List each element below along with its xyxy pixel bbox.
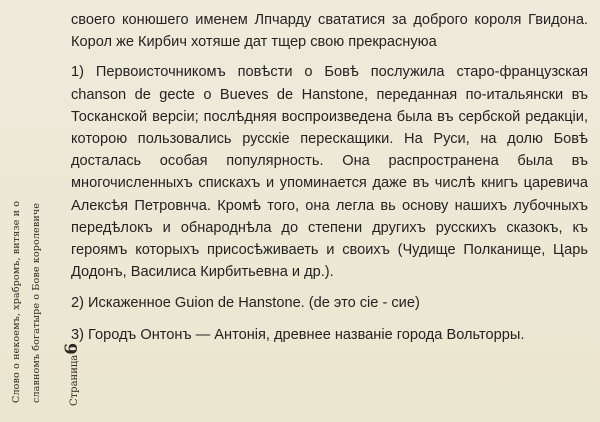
footnote-1: 1) Первоисточникомъ повѣсти о Бовѣ послужила старо-французская chanson de gecte o Bueves de Hanstone, переданная по-итальянски въ Тосканской версiи; послѣдняя воспроизведена была въ сербской редакцiи, которою пользовались русскiе перескащики. На Руси, на долю Бовѣ досталась особая популярность. Она распространена была въ многочисленныхъ спискахъ и упоминается даже въ числѣ книгъ царевича Алексѣя Петровнча. Кромѣ того, она легла вь основу нашихъ лубочныхъ передѣлокъ и обнароднѣла до степени другихъ русскихъ сказокъ, къ героямъ которыхъ присосѣживаеть и своихъ (Чудище Полканище, Царь Додонъ, Василиса Кирбитьевна и др.). [71,64,588,281]
footnote-2: 2) Искаженное Guion de Hanstone. (de это cie - сие) [71,295,420,312]
page-word: Страница [69,354,80,406]
side-margin [0,0,62,422]
margin-title-line1: Слово о некоемъ, храбромъ, витязе и о [11,200,22,403]
main-text [71,9,588,346]
footnote-3: 3) Городъ Онтонъ — Антонiя, древнее названiе города Вольторры. [71,326,525,343]
lead-paragraph: своего конюшего именем Лпчарду свататися за доброго короля Гвидона. Корол же Кирбич хотяше дат тщер свою прекраснуюа [71,12,588,51]
page-number: 6 [62,342,82,355]
page-label [62,343,82,406]
margin-title-line2: славномъ богатыре о Бове королевиче [31,202,42,403]
